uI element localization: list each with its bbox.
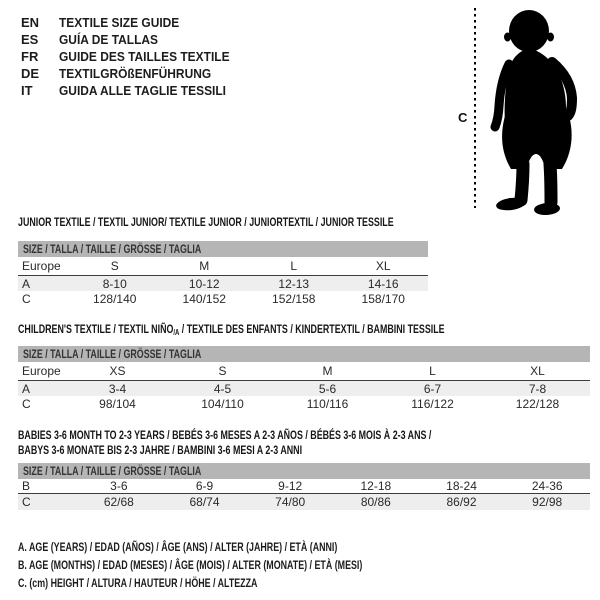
- children-table-title: [18, 322, 594, 340]
- table-cell: 9-12: [278, 479, 303, 493]
- table-cell: L: [290, 259, 298, 273]
- table-cell: M: [199, 259, 210, 273]
- junior-table-title-text: JUNIOR TEXTILE / TEXTIL JUNIOR/ TEXTILE JUNIOR / JUNIORTEXTIL / JUNIOR TESSILE: [18, 215, 394, 229]
- row-label: B: [22, 479, 31, 493]
- table-cell: 7-8: [528, 381, 547, 396]
- row-label: A: [22, 381, 31, 396]
- language-row-en: [21, 14, 244, 31]
- table-cell: 10-12: [188, 276, 220, 291]
- table-cell: XS: [109, 364, 126, 378]
- table-cell: 14-16: [367, 276, 399, 291]
- table-cell: 12-18: [360, 479, 392, 493]
- table-cell: 110/116: [306, 396, 349, 411]
- table-cell: 4-5: [213, 381, 232, 396]
- table-cell: 3-4: [108, 381, 127, 396]
- table-cell: 86/92: [446, 495, 477, 509]
- table-cell: 92/98: [532, 495, 563, 509]
- table-cell: 140/152: [182, 291, 226, 306]
- row-label: A: [22, 276, 31, 291]
- legend-note: [18, 538, 483, 556]
- language-row-de: [21, 65, 244, 82]
- table-row: [18, 396, 590, 411]
- language-code: IT: [21, 83, 33, 98]
- legend-note-text: A. AGE (YEARS) / EDAD (AÑOS) / ÂGE (ANS) / ALTER (JAHRE) / ETÀ (ANNI): [18, 540, 338, 554]
- row-label: C: [22, 291, 31, 306]
- row-label: Europe: [22, 259, 61, 273]
- table-cell: 3-6: [110, 479, 128, 493]
- table-cell: 12-13: [278, 276, 310, 291]
- table-cell: M: [322, 364, 333, 378]
- language-title: GUIDE DES TAILLES TEXTILE: [59, 49, 230, 64]
- table-cell: 18-24: [446, 479, 477, 493]
- table-row: [18, 276, 428, 291]
- table-row: [18, 494, 590, 510]
- language-code: EN: [21, 15, 40, 30]
- table-cell: 158/170: [361, 291, 405, 306]
- table-cell: 128/140: [93, 291, 137, 306]
- table-cell: 122/128: [515, 396, 560, 411]
- language-row-es: [21, 31, 244, 48]
- junior-size-table: [18, 241, 428, 306]
- legend-note: [18, 556, 483, 574]
- table-cell: 68/74: [189, 495, 220, 509]
- language-row-fr: [21, 48, 244, 65]
- table-cell: 8-10: [102, 276, 127, 291]
- language-title: GUÍA DE TALLAS: [59, 32, 159, 47]
- table-cell: 74/80: [275, 495, 306, 509]
- children-table-title-text: CHILDREN'S TEXTILE / TEXTIL $NIÑO_{/A}$ / TEXTILE DES ENFANTS / KINDERTEXTIL / BAMBINI TESSILE: [18, 322, 445, 337]
- nino-a-subscript: /A: [173, 328, 180, 337]
- table-cell: 62/68: [103, 495, 134, 509]
- babies-table-title-line2: BABYS 3-6 MONATE BIS 2-3 JAHRE / BAMBINI 3-6 MESI A 2-3 ANNI: [18, 443, 303, 457]
- language-code: DE: [21, 66, 40, 81]
- table-cell: S: [218, 364, 227, 378]
- table-cell: 6-9: [195, 479, 214, 493]
- language-title-list: [21, 14, 244, 99]
- height-measure-label: C: [458, 110, 468, 125]
- table-cell: S: [110, 259, 119, 273]
- language-title: TEXTILGRÖßENFÜHRUNG: [59, 66, 212, 81]
- language-row-it: [21, 82, 244, 99]
- baby-figure: [450, 4, 598, 216]
- table-cell: 116/122: [411, 396, 454, 411]
- size-header-label: SIZE / TALLA / TAILLE / GRÖSSE / TAGLIA: [23, 347, 202, 361]
- legend-note: [18, 574, 483, 592]
- size-header-bar: [18, 463, 590, 479]
- table-row: [18, 257, 428, 276]
- table-row: [18, 479, 590, 494]
- language-title: GUIDA ALLE TAGLIE TESSILI: [59, 83, 227, 98]
- size-header-label: SIZE / TALLA / TAILLE / GRÖSSE / TAGLIA: [23, 464, 202, 478]
- table-cell: 24-36: [531, 479, 563, 493]
- size-header-bar: [18, 241, 428, 257]
- row-label: Europe: [22, 364, 61, 378]
- language-code: FR: [21, 49, 39, 64]
- size-header-bar: [18, 346, 590, 362]
- table-cell: XL: [530, 364, 545, 378]
- size-header-label: SIZE / TALLA / TAILLE / GRÖSSE / TAGLIA: [23, 242, 202, 256]
- babies-table-title: [18, 428, 577, 458]
- table-row: [18, 362, 590, 381]
- language-title: TEXTILE SIZE GUIDE: [59, 15, 180, 30]
- language-code: ES: [21, 32, 39, 47]
- table-row: [18, 381, 590, 396]
- table-row: [18, 291, 428, 306]
- table-cell: 5-6: [318, 381, 337, 396]
- table-cell: 6-7: [423, 381, 442, 396]
- babies-size-table: [18, 463, 590, 510]
- legend-note-text: B. AGE (MONTHS) / EDAD (MESES) / ÂGE (MOIS) / ALTER (MONATE) / ETÀ (MESI): [18, 558, 363, 572]
- table-cell: 80/86: [360, 495, 391, 509]
- table-cell: 152/158: [272, 291, 316, 306]
- table-cell: L: [429, 364, 436, 378]
- children-size-table: [18, 346, 590, 411]
- legend-notes: [18, 538, 483, 592]
- table-cell: 104/110: [201, 396, 244, 411]
- table-cell: 98/104: [99, 396, 136, 411]
- legend-note-text: C. (cm) HEIGHT / ALTURA / HAUTEUR / HÖHE / ALTEZZA: [18, 576, 258, 590]
- row-label: C: [22, 495, 31, 509]
- baby-silhouette-icon: [495, 10, 572, 216]
- junior-table-title: [18, 215, 526, 230]
- table-cell: XL: [375, 259, 391, 273]
- row-label: C: [22, 396, 31, 411]
- babies-table-title-line1: BABIES 3-6 MONTH TO 2-3 YEARS / BEBÉS 3-6 MESES A 2-3 AÑOS / BÉBÉS 3-6 MOIS À 2-3 ANS /: [18, 428, 432, 442]
